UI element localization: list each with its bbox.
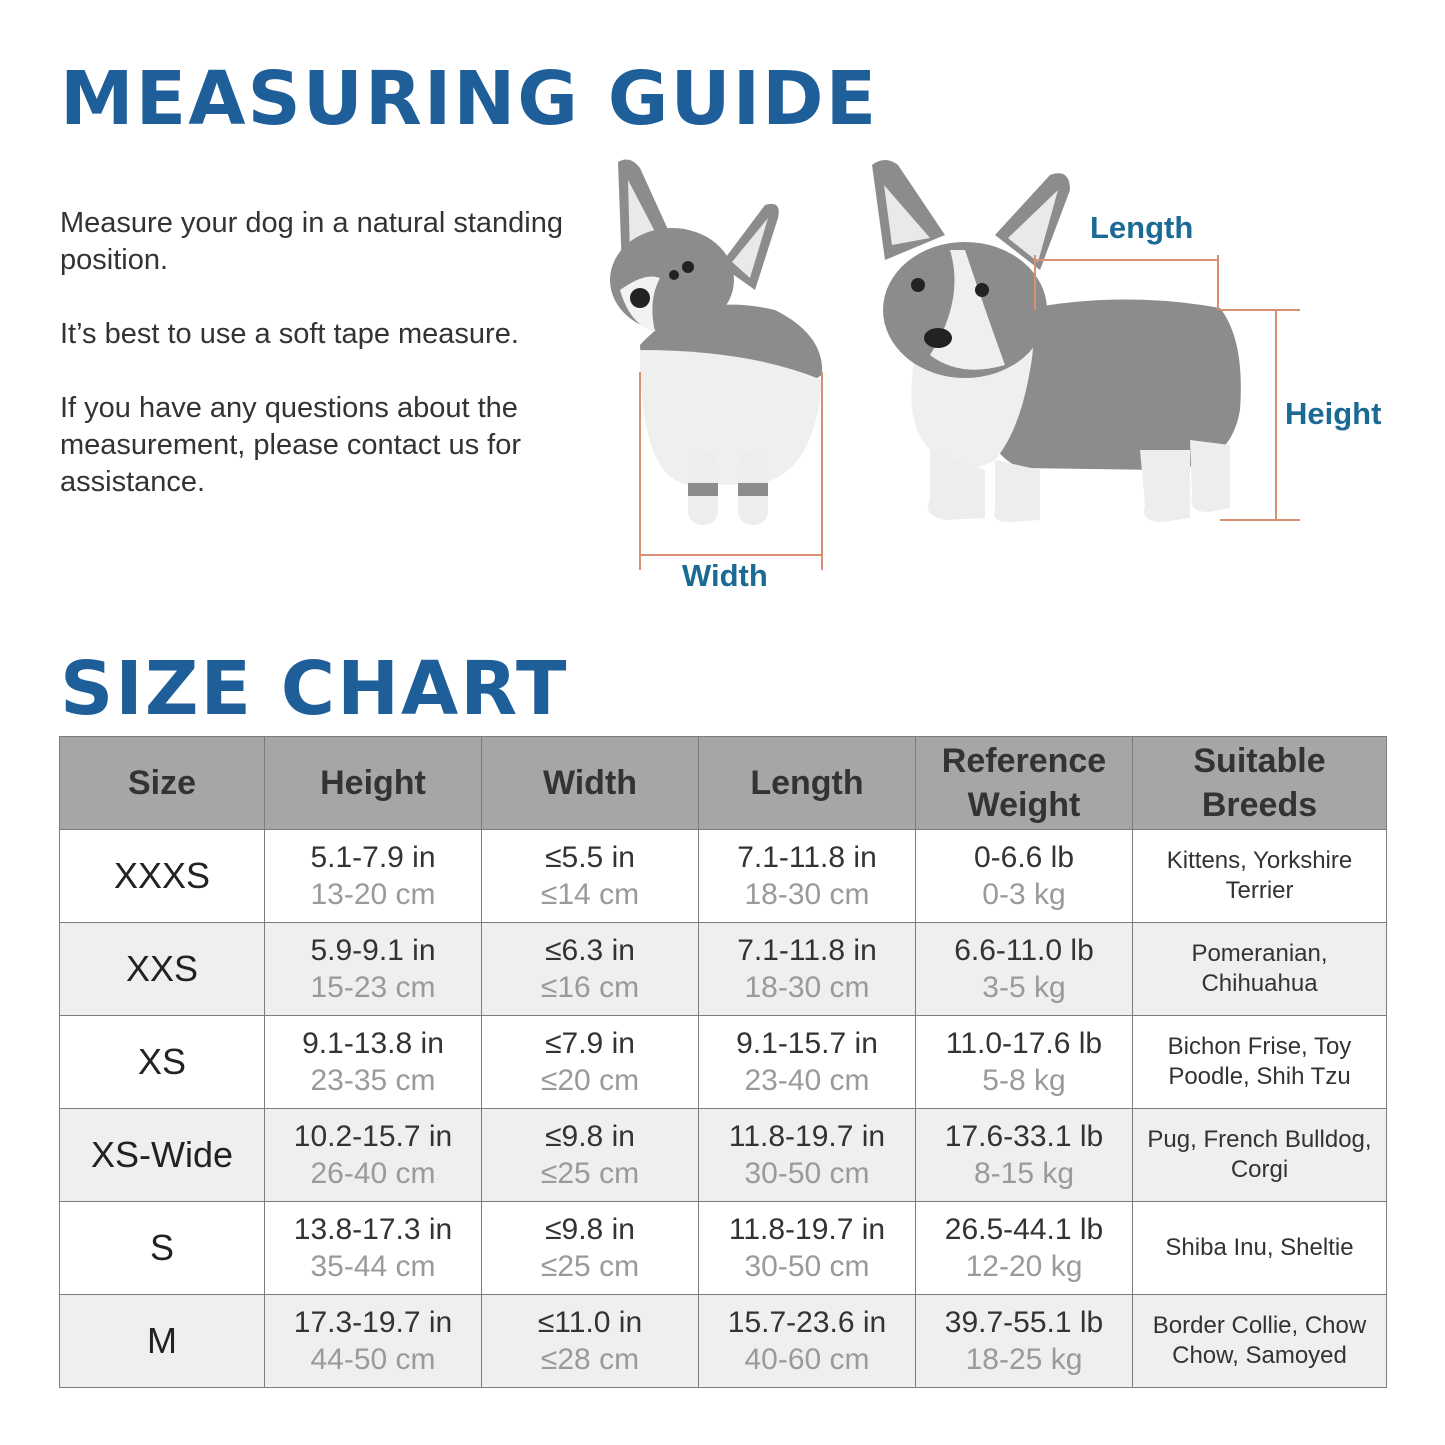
height-in: 5.1-7.9 in xyxy=(310,841,436,874)
breeds-cell: Shiba Inu, Sheltie xyxy=(1133,1202,1387,1295)
instruction-tape: It’s best to use a soft tape measure. xyxy=(60,318,519,350)
height-in: 5.9-9.1 in xyxy=(310,934,436,967)
height-cell xyxy=(265,1295,482,1388)
weight-cell xyxy=(916,1295,1133,1388)
header-length: Length xyxy=(699,737,916,830)
weight-cell xyxy=(916,830,1133,923)
width-in: ≤11.0 in xyxy=(537,1306,643,1339)
length-label: Length xyxy=(1090,210,1194,245)
weight-cell xyxy=(916,1202,1133,1295)
length-in: 7.1-11.8 in xyxy=(737,934,877,967)
width-in: ≤6.3 in xyxy=(545,934,635,967)
length-cell xyxy=(699,1109,916,1202)
width-in: ≤9.8 in xyxy=(545,1120,635,1153)
height-in: 9.1-13.8 in xyxy=(302,1027,444,1060)
breeds-cell: Pug, French Bulldog, Corgi xyxy=(1133,1109,1387,1202)
weight-cell xyxy=(916,1016,1133,1109)
width-in: ≤9.8 in xyxy=(545,1213,635,1246)
height-cell xyxy=(265,923,482,1016)
table-header-row xyxy=(60,737,1387,830)
width-in: ≤7.9 in xyxy=(545,1027,635,1060)
weight-lb: 39.7-55.1 lb xyxy=(944,1306,1104,1339)
length-cm: 18-30 cm xyxy=(744,878,870,911)
length-cm: 40-60 cm xyxy=(744,1343,870,1376)
length-in: 11.8-19.7 in xyxy=(728,1213,886,1246)
weight-lb: 0-6.6 lb xyxy=(973,841,1075,874)
length-cm: 18-30 cm xyxy=(744,971,870,1004)
width-cm: ≤16 cm xyxy=(540,971,640,1004)
length-cell xyxy=(699,1016,916,1109)
length-cm: 30-50 cm xyxy=(744,1157,870,1190)
height-label: Height xyxy=(1285,396,1382,431)
dog-illustrations xyxy=(600,150,1420,610)
weight-kg: 3-5 kg xyxy=(982,971,1066,1004)
width-cell xyxy=(482,1295,699,1388)
measuring-instructions xyxy=(60,205,620,538)
length-in: 15.7-23.6 in xyxy=(727,1306,887,1339)
length-in: 9.1-15.7 in xyxy=(736,1027,878,1060)
width-cm: ≤25 cm xyxy=(540,1157,640,1190)
weight-lb: 26.5-44.1 lb xyxy=(944,1213,1104,1246)
width-cm: ≤14 cm xyxy=(540,878,640,911)
weight-cell xyxy=(916,923,1133,1016)
height-in: 17.3-19.7 in xyxy=(293,1306,453,1339)
size-cell: M xyxy=(60,1295,265,1388)
length-cell xyxy=(699,830,916,923)
width-cell xyxy=(482,923,699,1016)
weight-cell xyxy=(916,1109,1133,1202)
table-row xyxy=(60,1109,1387,1202)
height-cell xyxy=(265,1016,482,1109)
weight-kg: 0-3 kg xyxy=(982,878,1066,911)
length-in: 11.8-19.7 in xyxy=(728,1120,886,1153)
size-cell: XXS xyxy=(60,923,265,1016)
height-cm: 15-23 cm xyxy=(310,971,436,1004)
length-cm: 30-50 cm xyxy=(744,1250,870,1283)
height-cell xyxy=(265,1109,482,1202)
table-row xyxy=(60,1016,1387,1109)
weight-kg: 18-25 kg xyxy=(965,1343,1083,1376)
breeds-cell: Bichon Frise, Toy Poodle, Shih Tzu xyxy=(1133,1016,1387,1109)
length-cell xyxy=(699,1295,916,1388)
width-cm: ≤20 cm xyxy=(540,1064,640,1097)
breeds-cell: Border Collie, Chow Chow, Samoyed xyxy=(1133,1295,1387,1388)
header-suitable-breeds: Suitable Breeds xyxy=(1133,737,1387,830)
weight-lb: 17.6-33.1 lb xyxy=(944,1120,1104,1153)
size-cell: XS xyxy=(60,1016,265,1109)
width-cell xyxy=(482,830,699,923)
length-cm: 23-40 cm xyxy=(744,1064,870,1097)
length-cell xyxy=(699,923,916,1016)
header-width: Width xyxy=(482,737,699,830)
width-label: Width xyxy=(682,558,768,593)
weight-lb: 6.6-11.0 lb xyxy=(954,934,1094,967)
weight-kg: 12-20 kg xyxy=(965,1250,1083,1283)
width-cell xyxy=(482,1016,699,1109)
length-in: 7.1-11.8 in xyxy=(737,841,877,874)
header-reference-weight: Reference Weight xyxy=(916,737,1133,830)
size-chart-heading: SIZE CHART xyxy=(60,646,569,732)
size-cell: S xyxy=(60,1202,265,1295)
height-cm: 13-20 cm xyxy=(310,878,436,911)
height-cell xyxy=(265,1202,482,1295)
instruction-contact: If you have any questions about the measurement, please contact us for assistance. xyxy=(60,392,522,498)
height-cm: 26-40 cm xyxy=(310,1157,436,1190)
breeds-cell: Pomeranian, Chihuahua xyxy=(1133,923,1387,1016)
width-in: ≤5.5 in xyxy=(545,841,635,874)
header-size: Size xyxy=(60,737,265,830)
header-height: Height xyxy=(265,737,482,830)
width-cm: ≤28 cm xyxy=(540,1343,640,1376)
height-cm: 44-50 cm xyxy=(310,1343,436,1376)
table-row xyxy=(60,1202,1387,1295)
width-cm: ≤25 cm xyxy=(540,1250,640,1283)
table-row xyxy=(60,923,1387,1016)
measuring-diagram xyxy=(600,150,1420,610)
table-row xyxy=(60,830,1387,923)
height-cm: 23-35 cm xyxy=(310,1064,436,1097)
dog-rear-view-illustration xyxy=(610,160,822,525)
weight-lb: 11.0-17.6 lb xyxy=(945,1027,1103,1060)
measuring-guide-heading: MEASURING GUIDE xyxy=(60,56,879,142)
size-cell: XXXS xyxy=(60,830,265,923)
weight-kg: 8-15 kg xyxy=(973,1157,1075,1190)
weight-kg: 5-8 kg xyxy=(982,1064,1066,1097)
size-chart-table xyxy=(59,736,1387,1388)
breeds-cell: Kittens, Yorkshire Terrier xyxy=(1133,830,1387,923)
width-cell xyxy=(482,1109,699,1202)
height-in: 13.8-17.3 in xyxy=(293,1213,453,1246)
width-cell xyxy=(482,1202,699,1295)
height-in: 10.2-15.7 in xyxy=(293,1120,453,1153)
height-cm: 35-44 cm xyxy=(310,1250,436,1283)
height-cell xyxy=(265,830,482,923)
instruction-standing: Measure your dog in a natural standing position. xyxy=(60,207,563,276)
length-cell xyxy=(699,1202,916,1295)
table-row xyxy=(60,1295,1387,1388)
size-cell: XS-Wide xyxy=(60,1109,265,1202)
